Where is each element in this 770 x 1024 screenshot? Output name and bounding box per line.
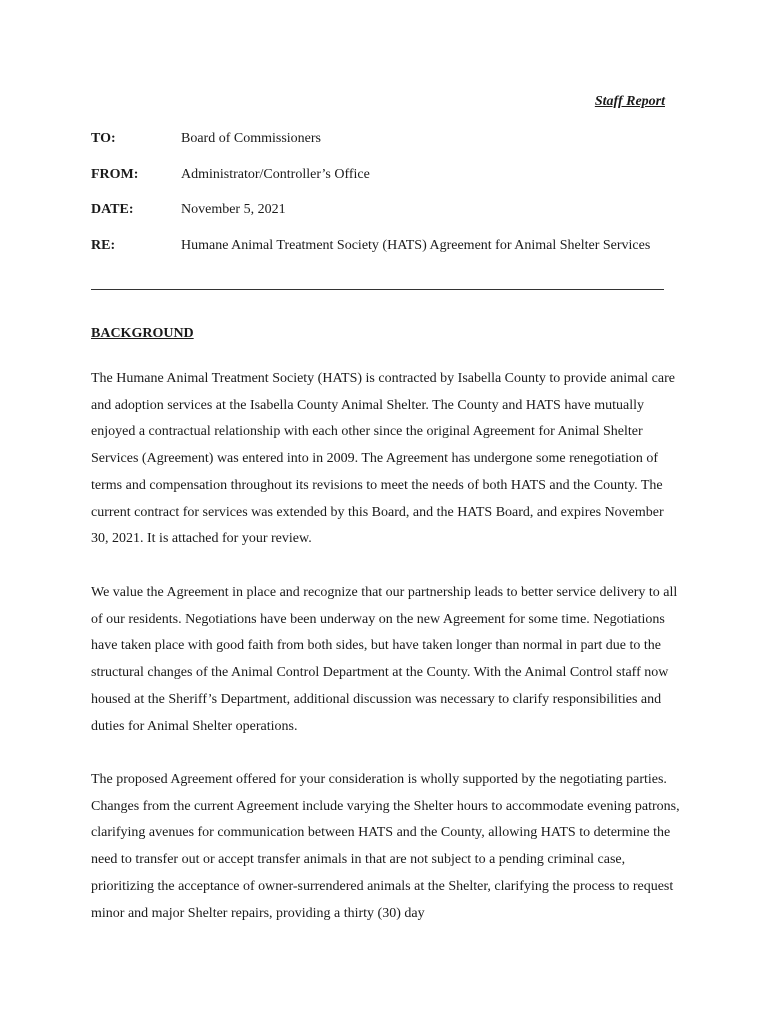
background-paragraph-1: The Humane Animal Treatment Society (HATS) is contracted by Isabella County to provide animal care and adoption services at the Isabella County Animal Shelter. The County and HATS have mutually enjoyed a contractual relationship with each other since the original Agreement for Animal Shelter Services (Agreement) was entered into in 2009. The Agreement has undergone some renegotiation of terms and compensation throughout its revisions to meet the needs of both HATS and the County. The current contract for services was extended by this Board, and the HATS Board, and expires November 30, 2021. It is attached for your review. (91, 371, 675, 547)
background-heading: BACKGROUND (91, 326, 194, 341)
memo-from-label: FROM: (91, 167, 139, 182)
memo-re-label: RE: (91, 238, 116, 253)
header-divider (91, 289, 664, 290)
memo-re-value: Humane Animal Treatment Society (HATS) Agreement for Animal Shelter Services (181, 238, 651, 253)
report-type-label: Staff Report (594, 94, 665, 109)
memo-date-label: DATE: (91, 202, 134, 217)
background-paragraph-2: We value the Agreement in place and recognize that our partnership leads to better service delivery to all of our residents. Negotiations have been underway on the new Agreement for some time. Negotiations have taken place with good faith from both sides, but have taken longer than normal in part due to the structural changes of the Animal Control Department at the County. With the Animal Control staff now housed at the Sheriff’s Department, additional discussion was necessary to clarify responsibilities and duties for Animal Shelter operations. (91, 585, 678, 734)
memo-from-value: Administrator/Controller’s Office (181, 167, 370, 182)
memo-to-label: TO: (91, 131, 116, 146)
memo-to-value: Board of Commissioners (181, 131, 321, 146)
background-paragraph-3: The proposed Agreement offered for your consideration is wholly supported by the negotiating parties. Changes from the current Agreement include varying the Shelter hours to accommodate evening patrons, clarifying avenues for communication between HATS and the County, allowing HATS to determine the need to transfer out or accept transfer animals in that are not subject to a pending criminal case, prioritizing the acceptance of owner-surrendered animals at the Shelter, clarifying the process to request minor and major Shelter repairs, providing a thirty (30) day (91, 772, 680, 921)
memo-date-value: November 5, 2021 (181, 202, 286, 217)
